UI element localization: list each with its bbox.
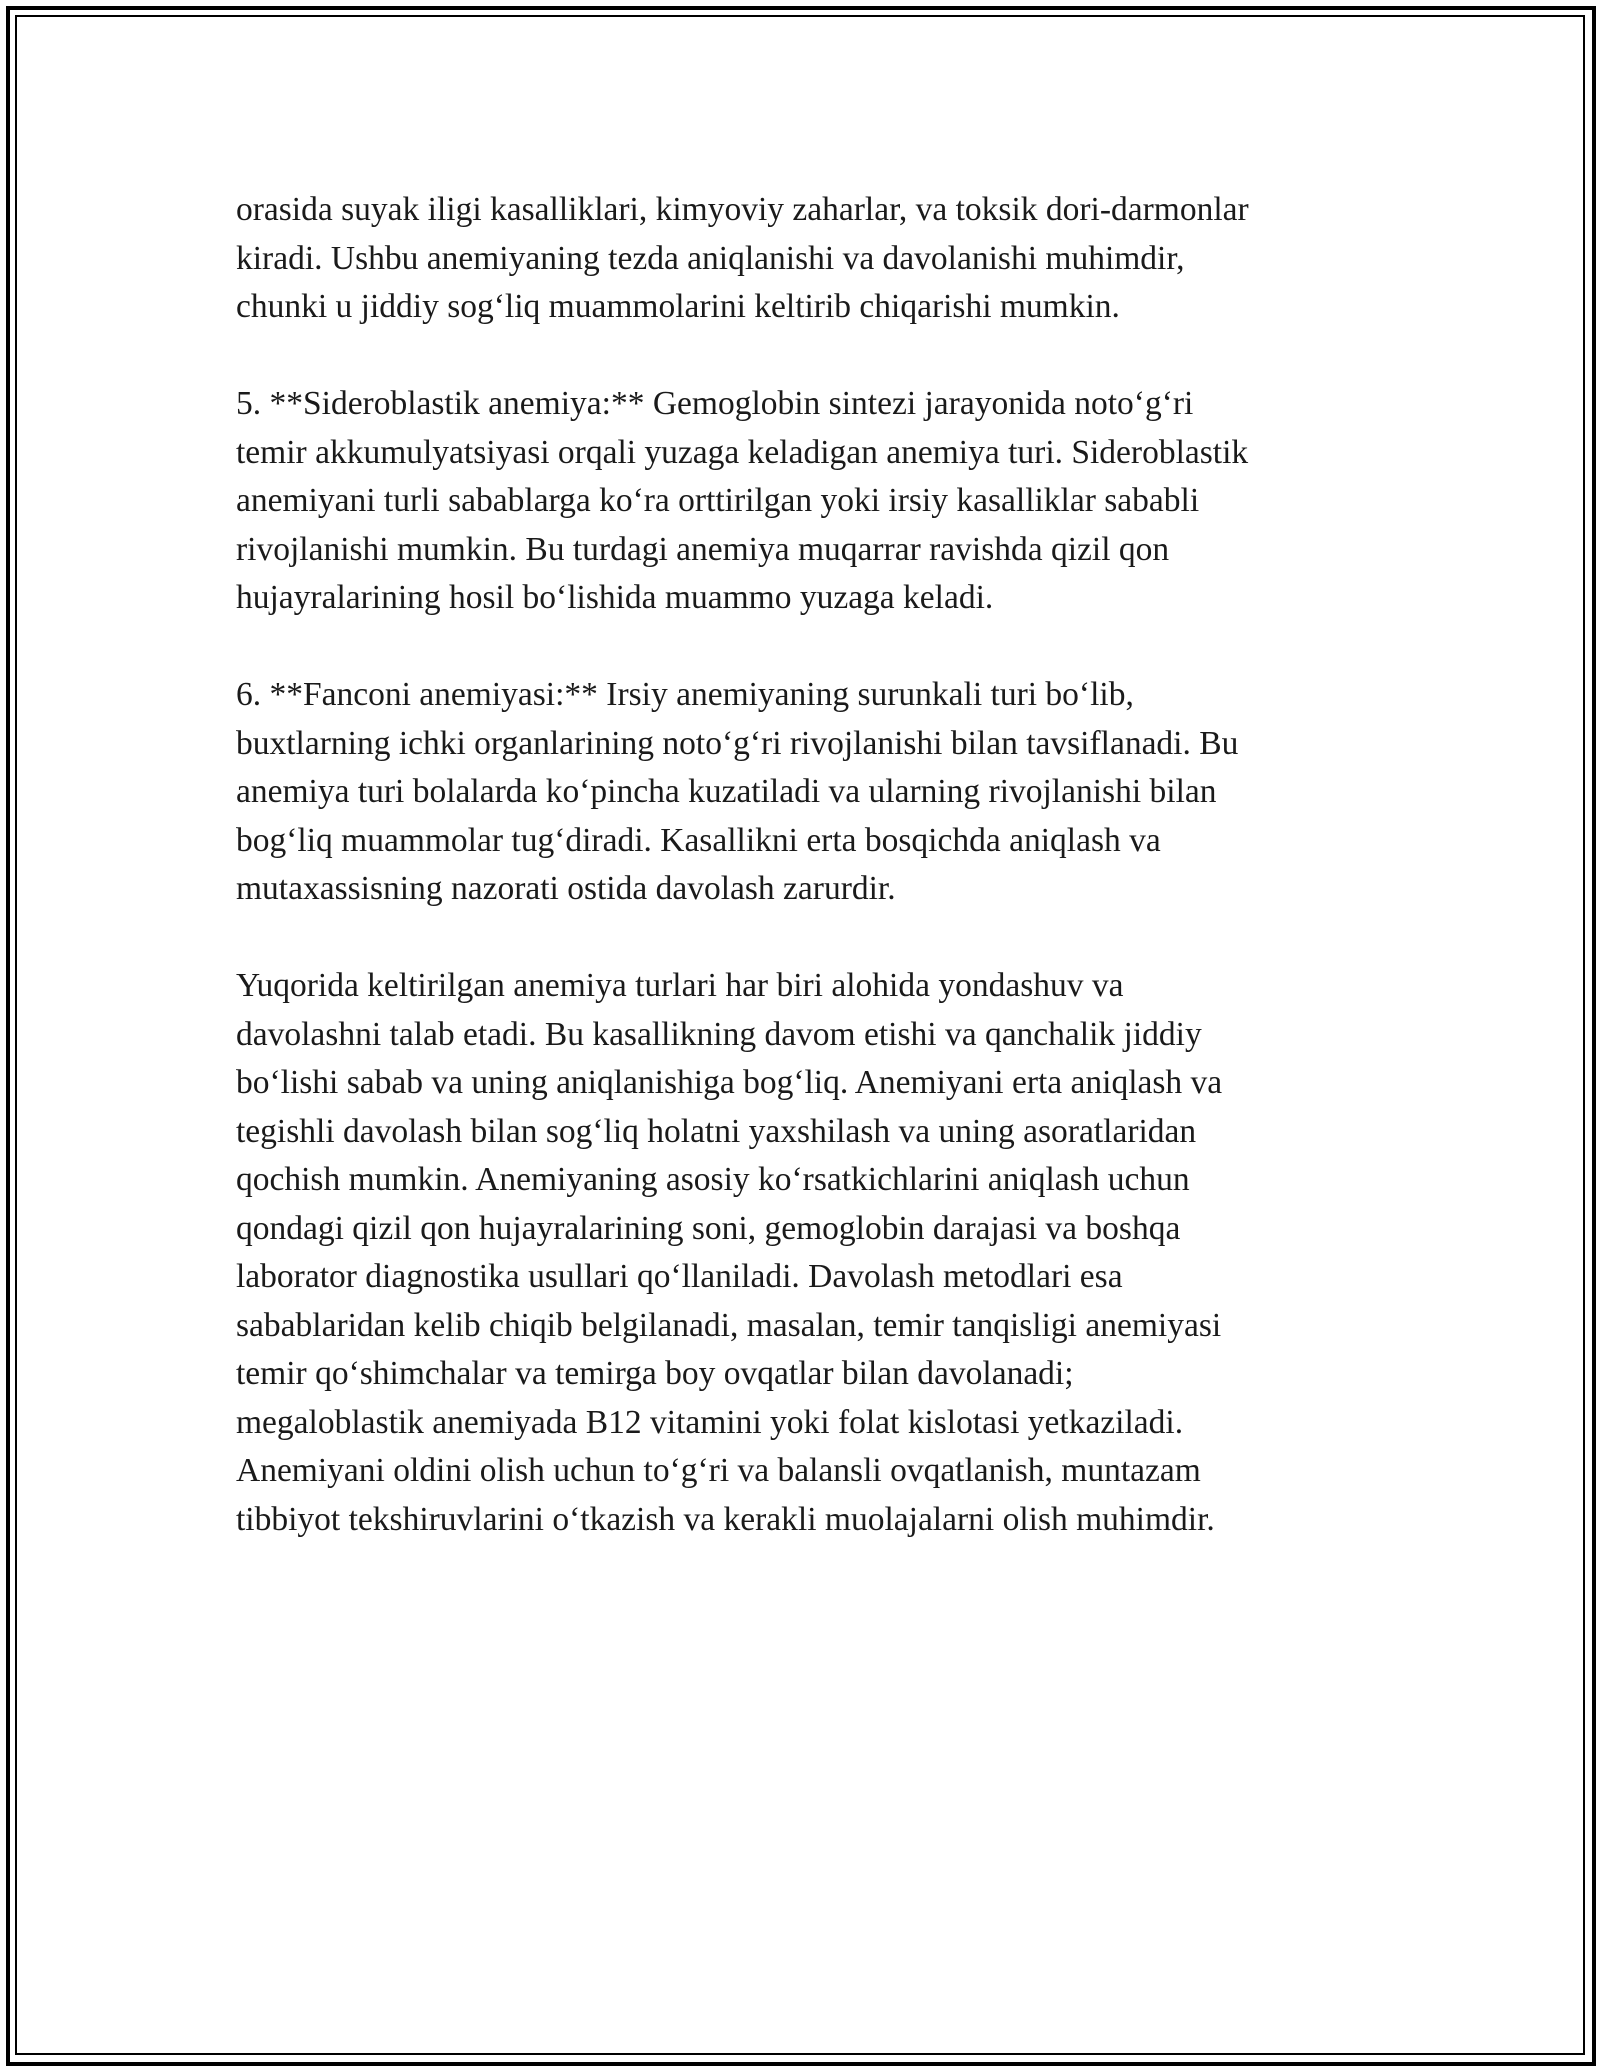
text-line: qochish mumkin. Anemiyaning asosiy ko‘rsatkichlarini aniqlash uchun [236,1161,1190,1198]
text-line: 6. **Fanconi anemiyasi:** Irsiy anemiyaning surunkali turi bo‘lib, [236,676,1134,713]
text-line: bo‘lishi sabab va uning aniqlanishiga bog‘liq. Anemiyani erta aniqlash va [236,1064,1223,1101]
text-line: 5. **Sideroblastik anemiya:** Gemoglobin sintezi jarayonida noto‘g‘ri [236,385,1194,422]
text-line: megaloblastik anemiyada B12 vitamini yoki folat kislotasi yetkaziladi. [236,1403,1184,1441]
paragraph-conclusion [236,962,1366,1544]
text-line: Anemiyani oldini olish uchun to‘g‘ri va balansli ovqatlanish, muntazam [236,1452,1201,1489]
text-line: laborator diagnostika usullari qo‘llaniladi. Davolash metodlari esa [236,1258,1123,1295]
text-line: tegishli davolash bilan sog‘liq holatni yaxshilash va uning asoratlaridan [236,1112,1197,1150]
paragraph-sideroblastic-anemia [236,380,1366,623]
text-line: bog‘liq muammolar tug‘diradi. Kasallikni erta bosqichda aniqlash va [236,821,1161,859]
text-line: mutaxassisning nazorati ostida davolash zarurdir. [236,870,896,907]
text-line: qondagi qizil qon hujayralarining soni, gemoglobin darajasi va boshqa [236,1209,1181,1247]
text-line: anemiyani turli sabablarga ko‘ra orttirilgan yoki irsiy kasalliklar sababli [236,482,1200,519]
text-line: hujayralarining hosil bo‘lishida muammo yuzaga keladi. [236,579,994,616]
text-line: kiradi. Ushbu anemiyaning tezda aniqlanishi va davolanishi muhimdir, [236,239,1185,277]
text-line: Yuqorida keltirilgan anemiya turlari har biri alohida yondashuv va [236,967,1124,1004]
text-line: temir qo‘shimchalar va temirga boy ovqatlar bilan davolanadi; [236,1355,1074,1392]
text-line: sabablaridan kelib chiqib belgilanadi, masalan, temir tanqisligi anemiyasi [236,1306,1222,1344]
text-line: davolashni talab etadi. Bu kasallikning davom etishi va qanchalik jiddiy [236,1015,1202,1053]
text-line: rivojlanishi mumkin. Bu turdagi anemiya muqarrar ravishda qizil qon [236,530,1170,568]
paragraph-continuation [236,186,1366,332]
text-line: tibbiyot tekshiruvlarini o‘tkazish va kerakli muolajalarni olish muhimdir. [236,1500,1215,1538]
paragraph-fanconi-anemia [236,671,1366,914]
document-body [236,186,1366,1593]
text-line: temir akkumulyatsiyasi orqali yuzaga keladigan anemiya turi. Sideroblastik [236,433,1249,471]
text-line: chunki u jiddiy sog‘liq muammolarini keltirib chiqarishi mumkin. [236,288,1120,325]
text-line: buxtlarning ichki organlarining noto‘g‘ri rivojlanishi bilan tavsiflanadi. Bu [236,724,1239,762]
text-line: orasida suyak iligi kasalliklari, kimyoviy zaharlar, va toksik dori-darmonlar [236,191,1249,228]
text-line: anemiya turi bolalarda ko‘pincha kuzatiladi va ularning rivojlanishi bilan [236,773,1217,810]
